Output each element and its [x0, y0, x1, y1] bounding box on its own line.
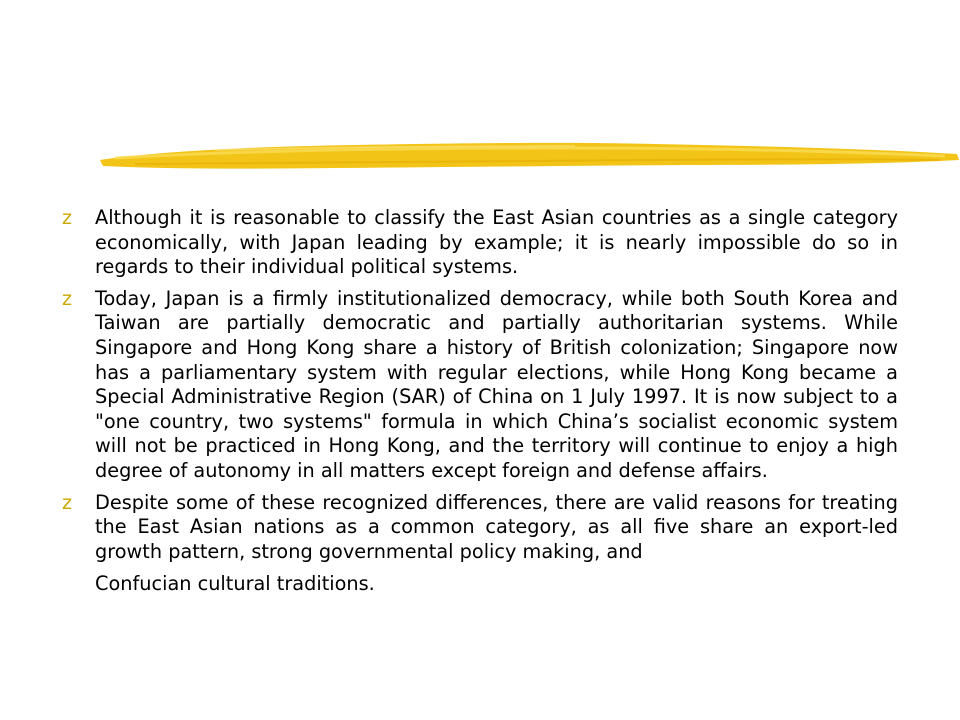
paragraph-political-systems	[62, 287, 898, 484]
paragraph-text: Despite some of these recognized differences, there are valid reasons for treating the East Asian nations as a common category, as all five share an export-led growth pattern, strong governmental policy making, and	[95, 490, 898, 563]
bullet-icon: z	[62, 491, 72, 514]
yellow-brush-stroke-divider	[95, 138, 960, 178]
paragraph-text: Although it is reasonable to classify the East Asian countries as a single category economically, with Japan leading by example; it is nearly impossible do so in regards to their individual political systems.	[95, 206, 898, 279]
bullet-icon: z	[62, 287, 72, 310]
paragraph-last-line: Confucian cultural traditions.	[95, 572, 375, 596]
slide-body	[62, 206, 898, 604]
paragraph-common-category	[62, 491, 898, 597]
bullet-icon: z	[62, 207, 72, 229]
paragraph-text: Today, Japan is a firmly institutionalized democracy, while both South Korea and Taiwan are partially democratic and partially authoritarian systems. While Singapore and Hong Kong share a history of British colonization; Singapore now has a parliamentary system with regular elections, while Hong Kong became a Special Administrative Region (SAR) of China on 1 July 1997. It is now subject to a "one country, two systems" formula in which China’s socialist economic system will not be practiced in Hong Kong, and the territory will continue to enjoy a high degree of autonomy in all matters except foreign and defense affairs.	[95, 286, 898, 482]
paragraph-classification	[62, 206, 898, 280]
